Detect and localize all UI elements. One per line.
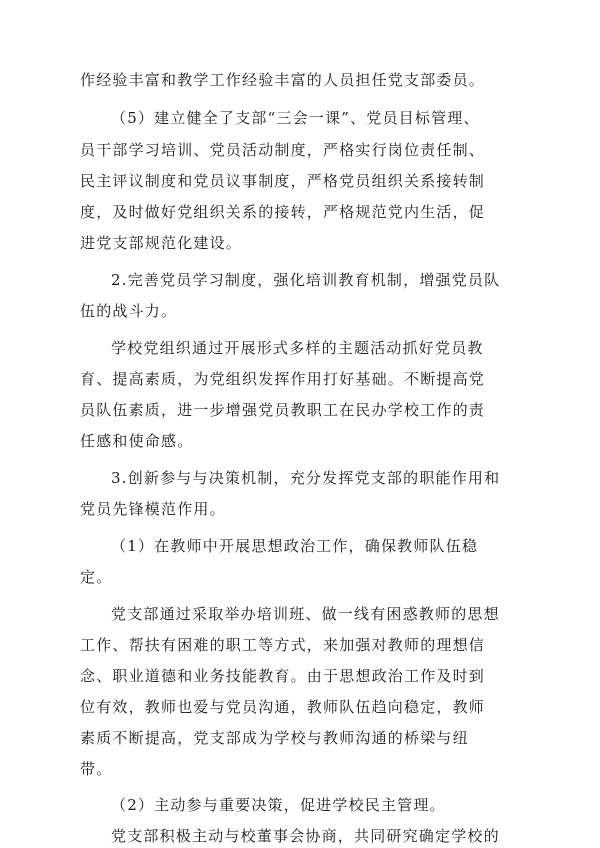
- subsection-heading: （1）在教师中开展思想政治工作，确保教师队伍稳: [111, 537, 479, 555]
- text-line: 工作、帮扶有困难的职工等方式，来加强对教师的理想信: [80, 636, 486, 654]
- text-line: 作经验丰富和教学工作经验丰富的人员担任党支部委员。: [80, 71, 486, 89]
- text-line: 度，及时做好党组织关系的接转，严格规范党内生活，促: [80, 203, 486, 221]
- text-line: 位有效，教师也爱与党员沟通，教师队伍趋向稳定，教师: [80, 698, 486, 716]
- text-line: 进党支部规范化建设。: [80, 234, 243, 252]
- text-line: 育、提高素质，为党组织发挥作用打好基础。不断提高党: [80, 370, 486, 388]
- text-line: 任感和使命感。: [80, 432, 194, 450]
- section-heading-continued: 伍的战斗力。: [80, 302, 178, 320]
- section-heading: 3.创新参与与决策机制，充分发挥党支部的职能作用和: [111, 469, 501, 487]
- text-line: 素质不断提高，党支部成为学校与教师沟通的桥梁与纽: [80, 729, 469, 747]
- section-heading: 2.完善党员学习制度，强化培训教育机制，增强党员队: [111, 271, 501, 289]
- text-line: 党支部积极主动与校董事会协商，共同研究确定学校的: [111, 827, 500, 845]
- text-line: 员干部学习培训、党员活动制度，严格实行岗位责任制、: [80, 141, 486, 159]
- section-heading-continued: 党员先锋模范作用。: [80, 500, 226, 518]
- text-line: （5）建立健全了支部“三会一课”、党员目标管理、: [111, 109, 480, 127]
- text-line: 民主评议制度和党员议事制度，严格党员组织关系接转制: [80, 172, 486, 190]
- text-line: 念、职业道德和业务技能教育。由于思想政治工作及时到: [80, 667, 486, 685]
- text-line: 学校党组织通过开展形式多样的主题活动抓好党员教: [111, 339, 484, 357]
- subsection-heading-continued: 定。: [80, 568, 113, 586]
- text-line: 党支部通过采取举办培训班、做一线有困惑教师的思想: [111, 605, 500, 623]
- text-line: 带。: [80, 760, 113, 778]
- text-line: 员队伍素质，进一步增强党员教职工在民办学校工作的责: [80, 401, 486, 419]
- subsection-heading: （2）主动参与重要决策，促进学校民主管理。: [111, 796, 446, 814]
